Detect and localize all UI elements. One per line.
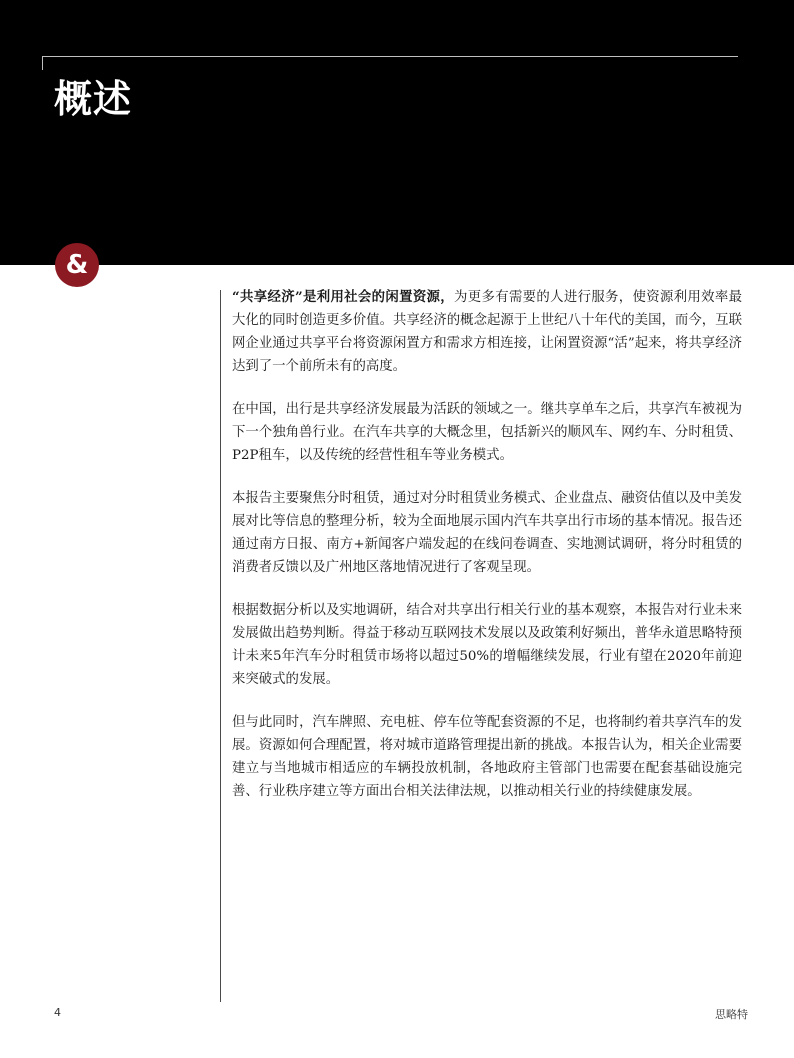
paragraph-4: 根据数据分析以及实地调研，结合对共享出行相关行业的基本观察，本报告对行业未来发展做出趋势判断。得益于移动互联网技术发展以及政策利好频出，普华永道思略特预计未来5年汽车分时租赁市场将以超过50%的增幅继续发展，行业有望在2020年前迎来突破式的发展。: [232, 603, 742, 687]
paragraph-1-rest: 为更多有需要的人进行服务，使资源利用效率最大化的同时创造更多价值。共享经济的概念起源于上世纪八十年代的美国，而今，互联网企业通过共享平台将资源闲置方和需求方相连接，让闲置资源“活”起来，将共享经济达到了一个前所未有的高度。: [232, 290, 743, 374]
paragraph-3: 本报告主要聚焦分时租赁，通过对分时租赁业务模式、企业盘点、融资估值以及中美发展对比等信息的整理分析，较为全面地展示国内汽车共享出行市场的基本情况。报告还通过南方日报、南方+新闻客户端发起的在线问卷调查、实地测试调研，将分时租赁的消费者反馈以及广州地区落地情况进行了客观呈现。: [232, 491, 742, 575]
header-band: [0, 0, 794, 265]
header-tick: [42, 56, 43, 70]
page-number: 4: [54, 1006, 61, 1019]
paragraph-1: [232, 286, 742, 378]
ampersand-icon: &: [55, 243, 99, 287]
page-title: 概述: [54, 77, 133, 121]
summary-body: [232, 286, 742, 823]
header-rule: [42, 56, 738, 57]
paragraph-5: 但与此同时，汽车牌照、充电桩、停车位等配套资源的不足，也将制约着共享汽车的发展。资源如何合理配置，将对城市道路管理提出新的挑战。本报告认为，相关企业需要建立与当地城市相适应的车辆投放机制，各地政府主管部门也需要在配套基础设施完善、行业秩序建立等方面出台相关法律法规，以推动相关行业的持续健康发展。: [232, 715, 742, 799]
paragraph-1-lead: “共享经济”是利用社会的闲置资源，: [232, 289, 455, 305]
paragraph-2: 在中国，出行是共享经济发展最为活跃的领域之一。继共享单车之后，共享汽车被视为下一个独角兽行业。在汽车共享的大概念里，包括新兴的顺风车、网约车、分时租赁、P2P租车，以及传统的经营性租车等业务模式。: [232, 402, 742, 463]
column-divider: [220, 290, 221, 1002]
footer-brand: 思略特: [715, 1008, 748, 1021]
